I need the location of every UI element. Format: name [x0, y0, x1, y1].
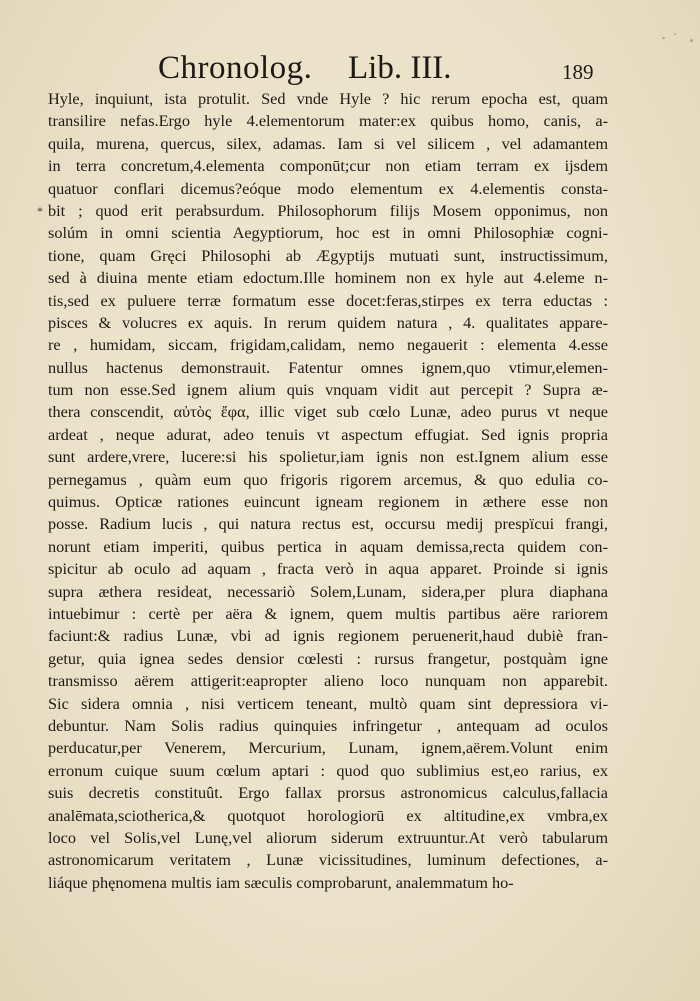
text-line: quatuor conflari dicemus?eóque modo elementum ex 4.elementis consta- [48, 178, 608, 198]
text-line: quimus. Opticæ rationes euincunt igneam regionem in æthere esse non [48, 492, 608, 512]
text-line: spicitur ab oculo ad aquam , fracta verò in aqua apparet. Proinde si ignis [48, 559, 608, 579]
margin-mark: * [37, 204, 43, 218]
text-line: erronum cuique suum cœlum aptari : quod quo sublimius est,eo rarius, ex [48, 760, 608, 780]
text-line: transilire nefas.Ergo hyle 4.elementorum mater:ex quibus homo, canis, a- [48, 111, 608, 131]
text-line: Sic sidera omnia , nisi verticem teneant, multò quam sint depressiora vi- [48, 693, 608, 713]
text-line: supra æthera resideat, necessariò Solem,Lunam, sidera,per plura diaphana [48, 581, 608, 601]
text-line: pernegamus , quàm eum quo frigoris rigorem arcemus, & quo edulia co- [48, 469, 608, 489]
text-line: norunt etiam imperiti, quibus pertica in aquam demissa,recta quidem con- [48, 536, 608, 556]
text-line: tum non esse.Sed ignem alium quis vnquam vidit aut percepit ? Supra æ- [48, 380, 608, 400]
paper-speck [662, 37, 665, 39]
text-line: faciunt:& radius Lunæ, vbi ad ignis regionem peruenerit,haud dubiè fran- [48, 626, 608, 646]
text-line: tis,sed ex puluere terræ formatum esse docet:feras,stirpes ex terra eductas : [48, 290, 608, 310]
book-label: Lib. III. [348, 50, 452, 86]
text-line: sed à diuina mente etiam edoctum.Ille hominem non ex hyle aut 4.eleme n- [48, 268, 608, 288]
running-title: Chronolog. [158, 50, 313, 86]
text-line: solúm in omni scientia Aegyptiorum, hoc est in omni Philosophiæ cogni- [48, 223, 608, 243]
text-line: suis decretis constituût. Ergo fallax prorsus astronomicus calculus,fallacia [48, 783, 608, 803]
text-line: thera conscendit, αὐτὸς ἔφα, illic viget sub cœlo Lunæ, adeo purus vt neque [48, 402, 608, 422]
text-line: astronomicarum veritatem , Lunæ vicissitudines, luminum defectiones, a- [48, 850, 608, 870]
text-line: quila, murena, quercus, silex, adamas. Iam si vel silicem , vel adamantem [48, 133, 608, 153]
text-line: analēmata,sciotherica,& quotquot horologiorū ex altitudine,ex vmbra,ex [48, 805, 608, 825]
body-text [48, 88, 608, 894]
text-line: in terra concretum,4.elementa componūt;cur non etiam terram ex ijsdem [48, 156, 608, 176]
text-line: getur, quia ignea sedes densior cœlesti : rursus frangetur, postquàm igne [48, 648, 608, 668]
text-line: Hyle, inquiunt, ista protulit. Sed vnde Hyle ? hic rerum epocha est, quam [48, 89, 608, 108]
text-line: pisces & volucres ex aquis. In rerum quidem natura , 4. qualitates appare- [48, 312, 608, 332]
text-line: loco vel Solis,vel Lunę,vel aliorum siderum extruuntur.At verò tabularum [48, 827, 608, 847]
text-line: posse. Radium lucis , qui natura rectus est, occursu medij prespïcui frangi, [48, 514, 608, 534]
text-line: liáque phęnomena multis iam sæculis comprobarunt, analemmatum ho- [48, 872, 514, 892]
page-header [0, 50, 700, 90]
text-line: bit ; quod erit perabsurdum. Philosophorum filijs Mosem opponimus, non [48, 200, 608, 220]
text-line: nullus hactenus demonstrauit. Fatentur omnes ignem,quo vtimur,elemen- [48, 357, 608, 377]
text-line: tione, quam Gręci Philosophi ab Ægyptijs mutuati sunt, instructissimum, [48, 245, 608, 265]
text-line: sunt ardere,vrere, lucere:si his spolietur,iam ignis non est.Ignem alium esse [48, 447, 608, 467]
text-line: ardeat , neque adurat, adeo tenuis vt aspectum effugiat. Sed ignis propria [48, 424, 608, 444]
text-line: re , humidam, siccam, frigidam,calidam, nemo negauerit : elementa 4.esse [48, 335, 608, 355]
page-number: 189 [562, 60, 594, 84]
text-line: transmisso aërem attigerit:eapropter alieno loco nunquam non apparebit. [48, 671, 608, 691]
paper-speck [690, 39, 693, 42]
paper-speck [674, 33, 676, 35]
text-line: perducatur,per Venerem, Mercurium, Lunam, ignem,aërem.Volunt enim [48, 738, 608, 758]
text-line: intuebimur : certè per aëra & ignem, quem multis partibus aëre rariorem [48, 603, 608, 623]
text-line: debuntur. Nam Solis radius quinquies infringetur , antequam ad oculos [48, 715, 608, 735]
